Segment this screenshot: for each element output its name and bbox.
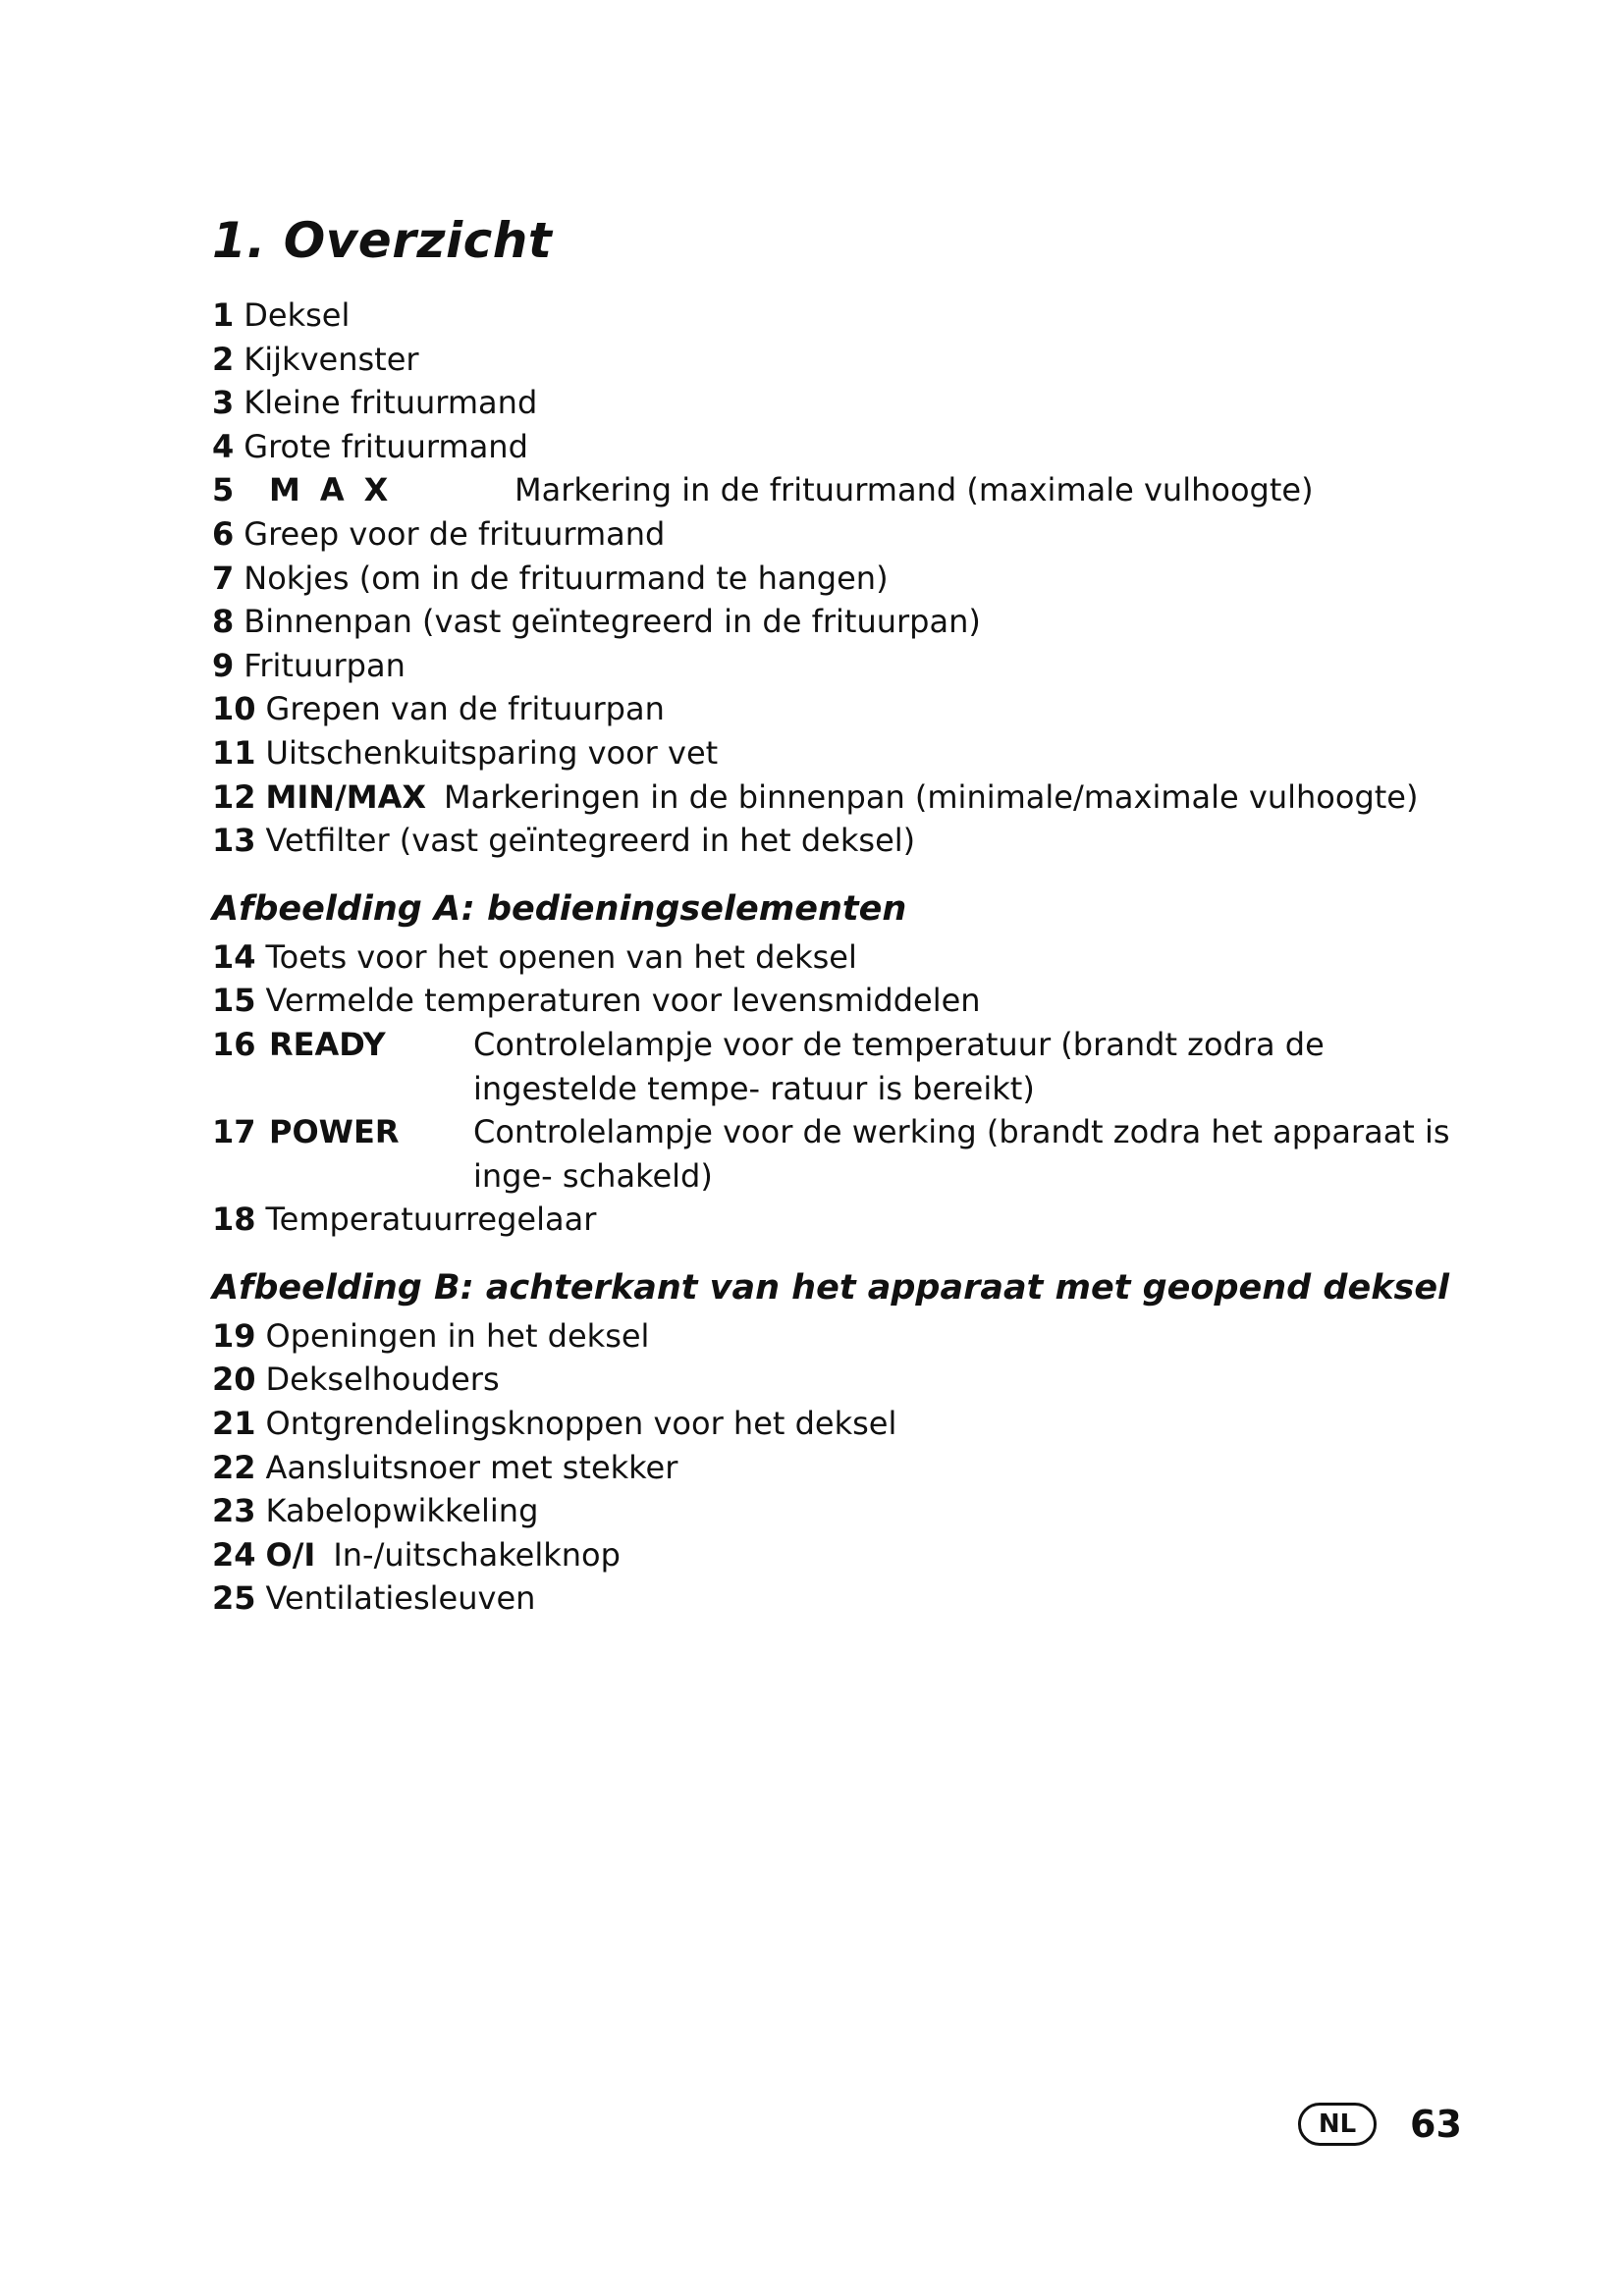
list-item bbox=[212, 935, 1489, 980]
item-text: Grote frituurmand bbox=[244, 427, 528, 465]
item-number: 11 bbox=[212, 733, 256, 772]
item-text: Temperatuurregelaar bbox=[265, 1201, 597, 1239]
item-text: Markeringen in de binnenpan (minimale/maximale vulhoogte) bbox=[444, 777, 1419, 816]
list-item bbox=[212, 1533, 1489, 1577]
item-number: 16 bbox=[212, 1025, 256, 1063]
language-badge: NL bbox=[1298, 2103, 1377, 2146]
item-text: Ontgrendelingsknoppen voor het deksel bbox=[265, 1405, 897, 1443]
item-number: 7 bbox=[212, 559, 235, 597]
item-text: Dekselhouders bbox=[265, 1361, 500, 1399]
list-item bbox=[212, 512, 1489, 557]
item-text: Aansluitsnoer met stekker bbox=[265, 1448, 678, 1486]
item-number: 19 bbox=[212, 1316, 256, 1355]
item-number: 10 bbox=[212, 690, 256, 728]
list-item bbox=[212, 1198, 1489, 1242]
item-number: 1 bbox=[212, 296, 235, 334]
list-item bbox=[212, 775, 1489, 820]
list-item bbox=[212, 1402, 1489, 1446]
list-item bbox=[212, 979, 1489, 1023]
item-number: 17 bbox=[212, 1113, 256, 1151]
item-number: 20 bbox=[212, 1361, 256, 1399]
list-item bbox=[212, 1576, 1489, 1621]
item-text: Controlelampje voor de temperatuur (brandt zodra de ingestelde tempe- ratuur is bereikt) bbox=[473, 1025, 1325, 1107]
item-text: Deksel bbox=[244, 296, 351, 334]
list-item bbox=[212, 1358, 1489, 1402]
item-text: Kijkvenster bbox=[244, 340, 419, 378]
item-tag: POWER bbox=[269, 1113, 400, 1151]
list-item bbox=[212, 687, 1489, 731]
item-text: Greep voor de frituurmand bbox=[244, 514, 666, 553]
item-text: Ventilatiesleuven bbox=[265, 1579, 536, 1618]
item-tag: READY bbox=[269, 1025, 386, 1063]
item-number: 2 bbox=[212, 340, 235, 378]
item-text: Toets voor het openen van het deksel bbox=[265, 937, 857, 976]
item-tag: O/I bbox=[265, 1535, 316, 1574]
item-text: Markering in de frituurmand (maximale vulhoogte) bbox=[514, 471, 1314, 509]
list-item bbox=[212, 1110, 1489, 1198]
item-number: 4 bbox=[212, 427, 235, 465]
item-text: Vermelde temperaturen voor levensmiddelen bbox=[265, 982, 981, 1020]
section-b-list bbox=[212, 1314, 1489, 1621]
section-heading-a: Afbeelding A: bedieningselementen bbox=[212, 888, 907, 929]
item-number: 9 bbox=[212, 646, 235, 684]
list-item bbox=[212, 468, 1489, 512]
item-text: In-/uitschakelknop bbox=[333, 1535, 621, 1574]
page-footer bbox=[1298, 2103, 1462, 2146]
section-heading-b: Afbeelding B: achterkant van het apparaat met geopend deksel bbox=[212, 1267, 1450, 1308]
list-item bbox=[212, 1446, 1489, 1490]
item-number: 12 bbox=[212, 777, 256, 816]
item-number: 15 bbox=[212, 982, 256, 1020]
list-item bbox=[212, 294, 1489, 338]
item-number: 14 bbox=[212, 937, 256, 976]
item-tag: MIN/MAX bbox=[265, 777, 427, 816]
item-text: Grepen van de frituurpan bbox=[265, 690, 665, 728]
list-item bbox=[212, 557, 1489, 601]
page-number: 63 bbox=[1410, 2103, 1462, 2146]
item-number: 22 bbox=[212, 1448, 256, 1486]
item-number: 25 bbox=[212, 1579, 256, 1618]
item-text: Uitschenkuitsparing voor vet bbox=[265, 733, 719, 772]
section-a-list bbox=[212, 935, 1489, 1242]
item-text: Kleine frituurmand bbox=[244, 384, 538, 422]
list-item bbox=[212, 731, 1489, 775]
item-text: Controlelampje voor de werking (brandt zodra het apparaat is inge- schakeld) bbox=[473, 1113, 1450, 1195]
item-text: Frituurpan bbox=[244, 646, 406, 684]
list-item bbox=[212, 381, 1489, 425]
list-item bbox=[212, 644, 1489, 688]
list-item bbox=[212, 819, 1489, 863]
item-text: Nokjes (om in de frituurmand te hangen) bbox=[244, 559, 889, 597]
list-item bbox=[212, 600, 1489, 644]
item-number: 24 bbox=[212, 1535, 256, 1574]
item-number: 21 bbox=[212, 1405, 256, 1443]
list-item bbox=[212, 1023, 1489, 1110]
item-text: Openingen in het deksel bbox=[265, 1316, 650, 1355]
item-number: 6 bbox=[212, 514, 235, 553]
list-item bbox=[212, 1489, 1489, 1533]
page-title: 1. Overzicht bbox=[212, 212, 553, 269]
item-number: 5 bbox=[212, 471, 235, 509]
item-text: Kabelopwikkeling bbox=[265, 1492, 539, 1530]
list-item bbox=[212, 338, 1489, 382]
item-text: Vetfilter (vast geïntegreerd in het deksel) bbox=[265, 822, 916, 860]
item-number: 3 bbox=[212, 384, 235, 422]
item-tag: MAX bbox=[269, 471, 408, 509]
item-number: 23 bbox=[212, 1492, 256, 1530]
item-number: 13 bbox=[212, 822, 256, 860]
list-item bbox=[212, 425, 1489, 469]
item-number: 8 bbox=[212, 603, 235, 641]
item-text: Binnenpan (vast geïntegreerd in de frituurpan) bbox=[244, 603, 981, 641]
overview-list bbox=[212, 294, 1489, 863]
item-number: 18 bbox=[212, 1201, 256, 1239]
list-item bbox=[212, 1314, 1489, 1359]
manual-page bbox=[212, 201, 1489, 1621]
